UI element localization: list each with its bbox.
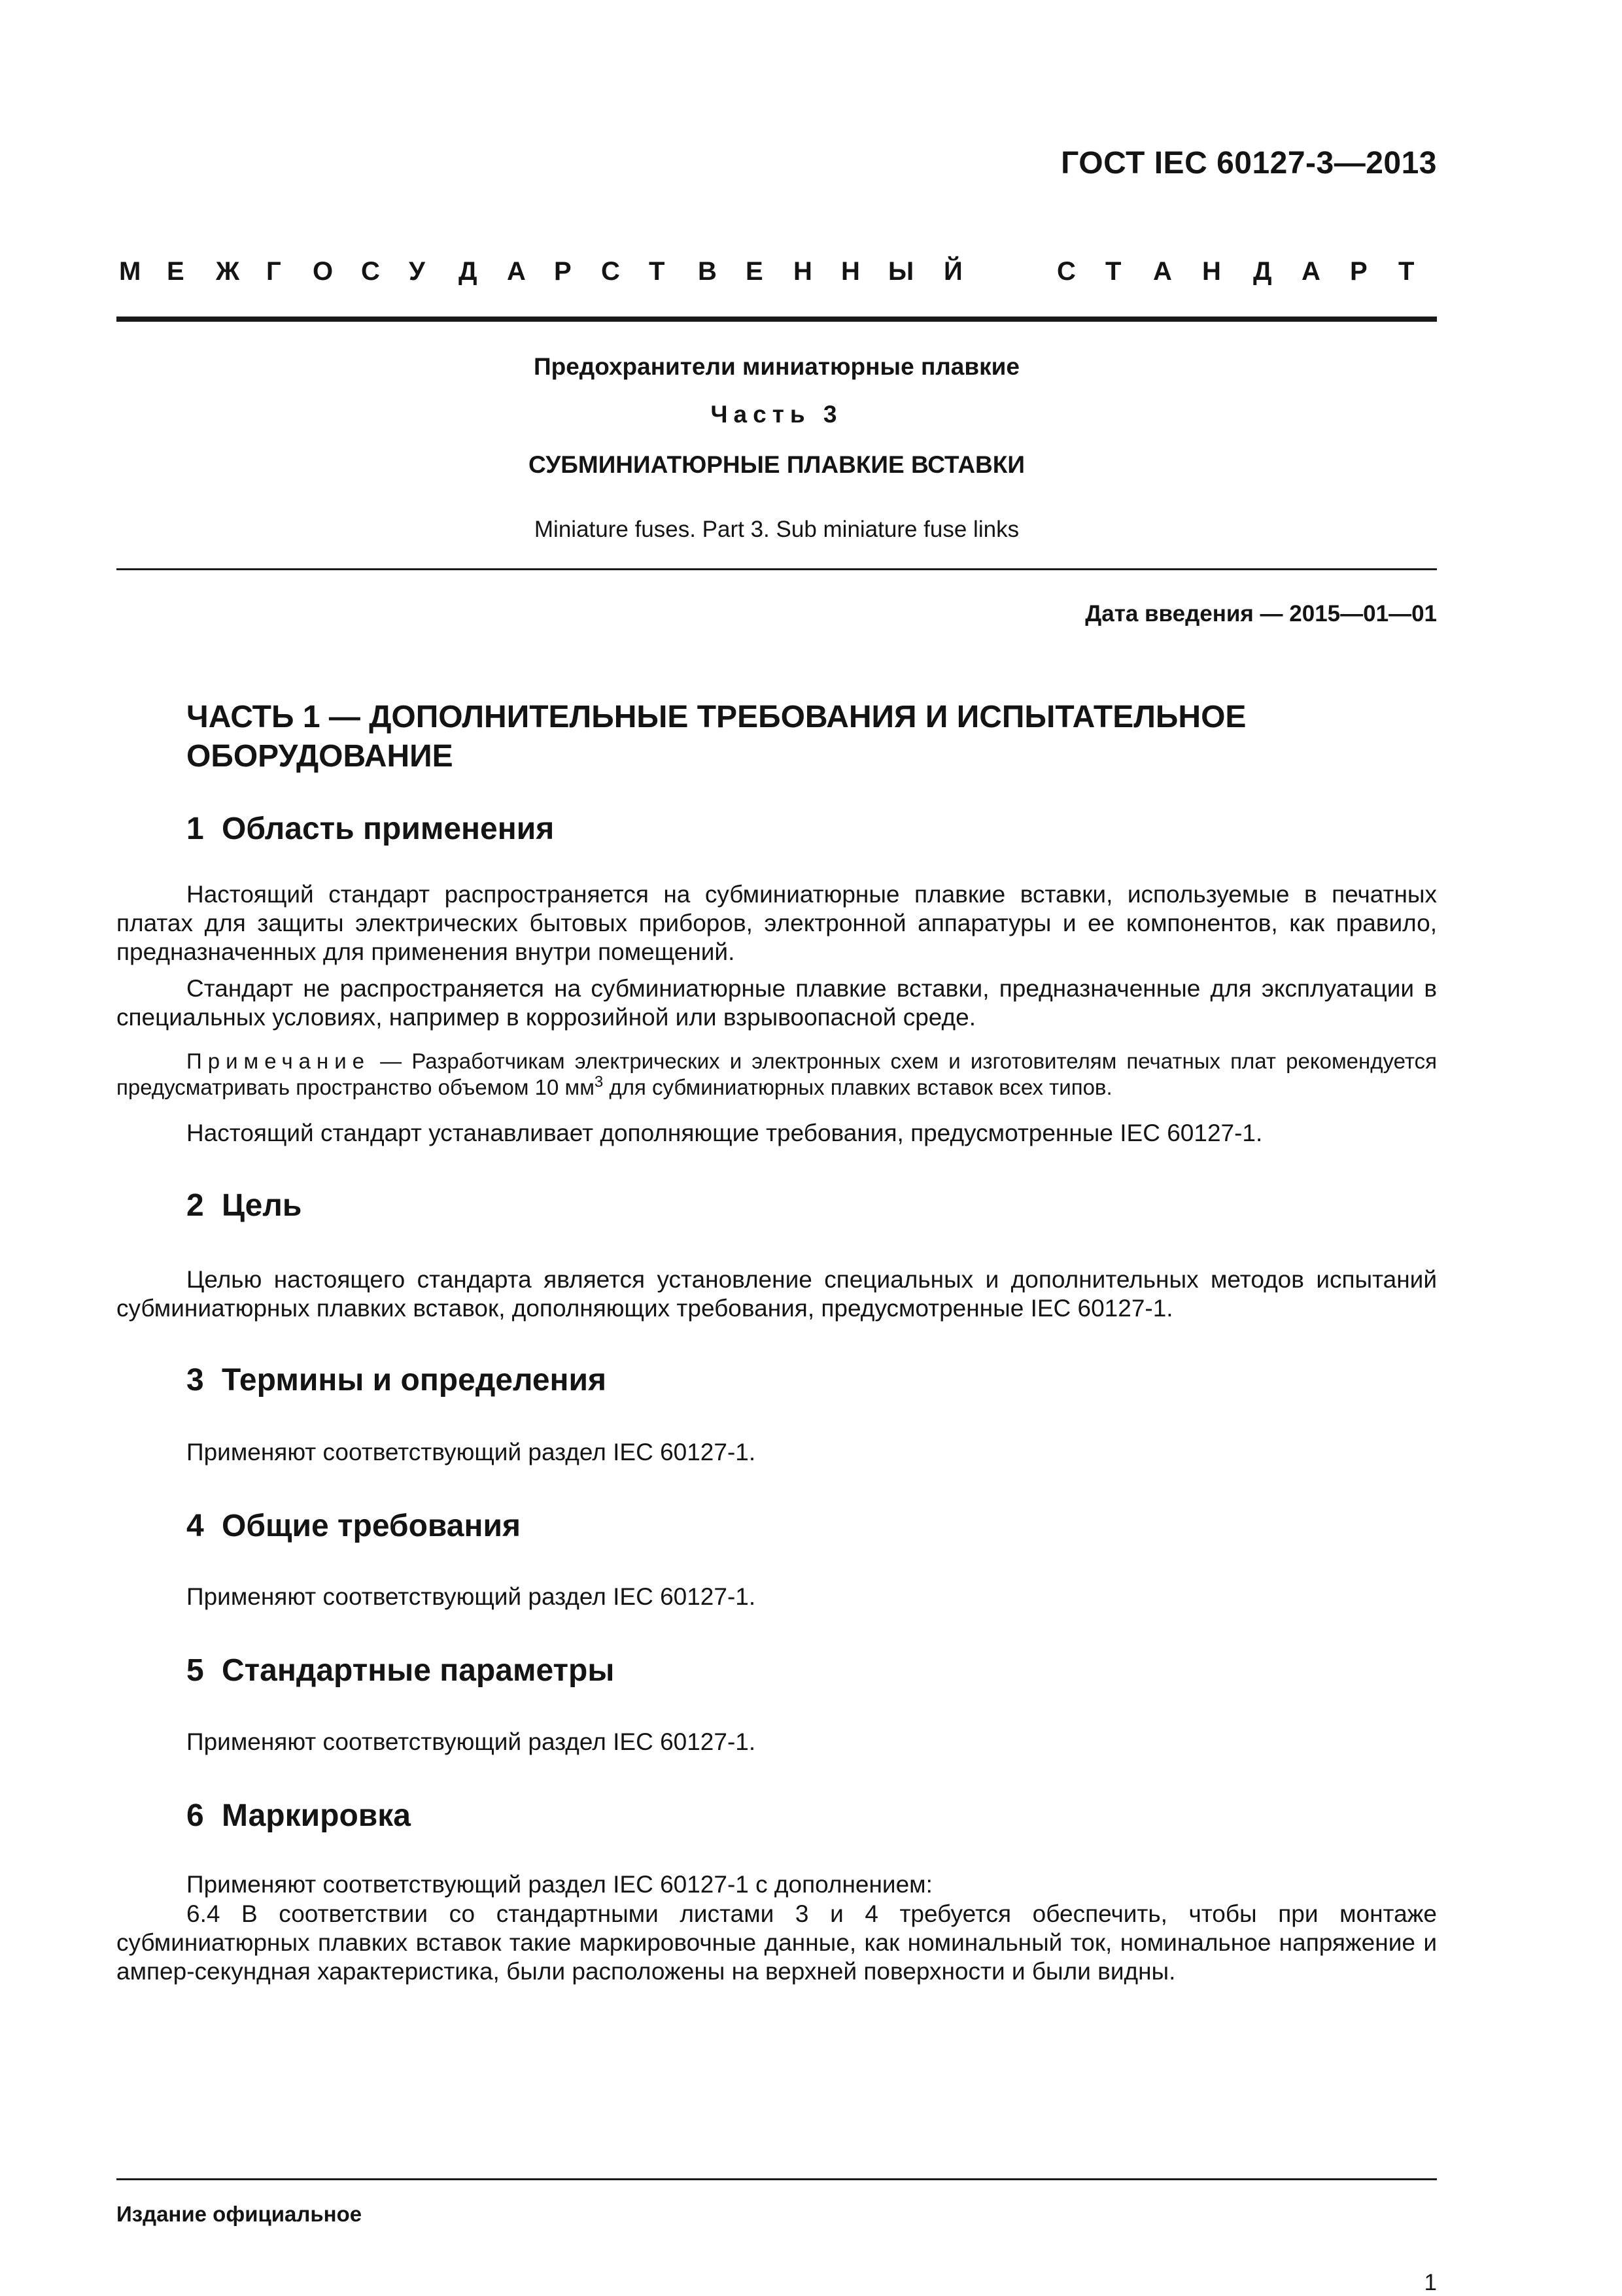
interstate-letter: С <box>601 257 620 286</box>
note-text: Разработчикам электрических и электронных схем и изготовителям печатных плат рекомендуется предусматривать пространство объемом 10 мм <box>116 1049 1438 1099</box>
title-ru: Предохранители миниатюрные плавкие <box>534 353 1020 380</box>
interstate-letter: С <box>361 257 380 286</box>
paragraph: Применяют соответствующий раздел IEC 60127-1. <box>186 1583 756 1610</box>
section-number: 2 <box>186 1188 204 1223</box>
interstate-letter: Т <box>1105 257 1122 286</box>
title-en: Miniature fuses. Part 3. Sub miniature fuse links <box>534 517 1020 542</box>
section-number: 5 <box>186 1653 204 1688</box>
part-label: Часть 3 <box>710 401 843 428</box>
note-label: Примечание <box>186 1049 371 1073</box>
interstate-letter: Ж <box>216 257 240 286</box>
interstate-letter: Р <box>1350 257 1368 286</box>
interstate-letter: Д <box>458 257 477 286</box>
paragraph: Настоящий стандарт распространяется на субминиатюрные плавкие вставки, используемые в печатных платах для защиты электрических бытовых приборов, электронной аппаратуры и ее компонентов, как правило, предназначенных для применения внутри помещений. <box>116 881 1437 965</box>
section-number: 3 <box>186 1363 204 1397</box>
standard-code: ГОСТ IEC 60127-3—2013 <box>1061 146 1437 180</box>
interstate-letter: Й <box>944 257 963 286</box>
section-title: Цель <box>222 1188 302 1223</box>
section-number: 1 <box>186 812 204 846</box>
title-rule <box>116 568 1437 570</box>
section-heading-1 <box>186 811 554 847</box>
interstate-letter: Н <box>793 257 812 286</box>
paragraph: Применяют соответствующий раздел IEC 60127-1. <box>186 1439 756 1465</box>
interstate-letter: Г <box>266 257 281 286</box>
section-title: Маркировка <box>222 1798 411 1833</box>
section-number: 4 <box>186 1509 204 1543</box>
interstate-letter: Е <box>167 257 184 286</box>
subtitle: СУБМИНИАТЮРНЫЕ ПЛАВКИЕ ВСТАВКИ <box>528 451 1025 478</box>
page-number: 1 <box>1424 2270 1437 2295</box>
paragraph: Применяют соответствующий раздел IEC 60127-1 с дополнением: <box>186 1871 933 1898</box>
paragraph: Стандарт не распространяется на субминиатюрные плавкие вставки, предназначенные для эксплуатации в специальных условиях, например в коррозийной или взрывоопасной среде. <box>116 975 1437 1031</box>
interstate-letter: А <box>507 257 526 286</box>
interstate-letter: А <box>1153 257 1172 286</box>
section-title: Общие требования <box>222 1509 521 1543</box>
note-dash: — <box>370 1049 412 1073</box>
paragraph: Применяют соответствующий раздел IEC 60127-1. <box>186 1728 756 1755</box>
section-heading-2 <box>186 1188 302 1224</box>
section-title: Стандартные параметры <box>222 1653 615 1688</box>
interstate-letter: Ы <box>888 257 914 286</box>
interstate-letter: О <box>313 257 334 286</box>
interstate-letter: Н <box>1202 257 1221 286</box>
interstate-letter: У <box>409 257 425 286</box>
paragraph: Целью настоящего стандарта является установление специальных и дополнительных методов испытаний субминиатюрных плавких вставок, дополняющих требования, предусмотренные IEC 60127-1. <box>116 1266 1437 1322</box>
section-heading-4 <box>186 1508 521 1544</box>
part-heading: ЧАСТЬ 1 — ДОПОЛНИТЕЛЬНЫЕ ТРЕБОВАНИЯ И ИСПЫТАТЕЛЬНОЕ ОБОРУДОВАНИЕ <box>186 700 1247 774</box>
section-heading-3 <box>186 1362 606 1398</box>
interstate-letter: Д <box>1253 257 1272 286</box>
paragraph: Настоящий стандарт устанавливает дополняющие требования, предусмотренные IEC 60127-1. <box>186 1120 1263 1146</box>
official-edition-label: Издание официальное <box>116 2202 362 2226</box>
interstate-letter: Т <box>1398 257 1415 286</box>
interstate-letter: Т <box>649 257 665 286</box>
interstate-letter: А <box>1302 257 1320 286</box>
footer-rule <box>116 2178 1437 2180</box>
note <box>116 1048 1437 1101</box>
interstate-letter: В <box>698 257 717 286</box>
interstate-letter: Н <box>841 257 860 286</box>
section-number: 6 <box>186 1798 204 1833</box>
introduction-date: Дата введения — 2015—01—01 <box>1085 601 1437 626</box>
section-heading-5 <box>186 1653 614 1688</box>
paragraph: 6.4 В соответствии со стандартными листами 3 и 4 требуется обеспечить, чтобы при монтаже субминиатюрных плавких вставок такие маркировочные данные, как номинальный ток, номинальное напряжение и ампер-секундная характеристика, были расположены на верхней поверхности и были видны. <box>116 1900 1437 1985</box>
interstate-letter: М <box>119 257 141 286</box>
interstate-letter: Р <box>554 257 572 286</box>
header-thick-rule <box>116 317 1437 322</box>
section-heading-6 <box>186 1798 411 1834</box>
note-text: для субминиатюрных плавких вставок всех типов. <box>603 1075 1113 1099</box>
note-superscript: 3 <box>594 1073 604 1091</box>
interstate-letter: Е <box>746 257 763 286</box>
interstate-letter: С <box>1057 257 1076 286</box>
section-title: Область применения <box>222 812 555 846</box>
section-title: Термины и определения <box>222 1363 607 1397</box>
